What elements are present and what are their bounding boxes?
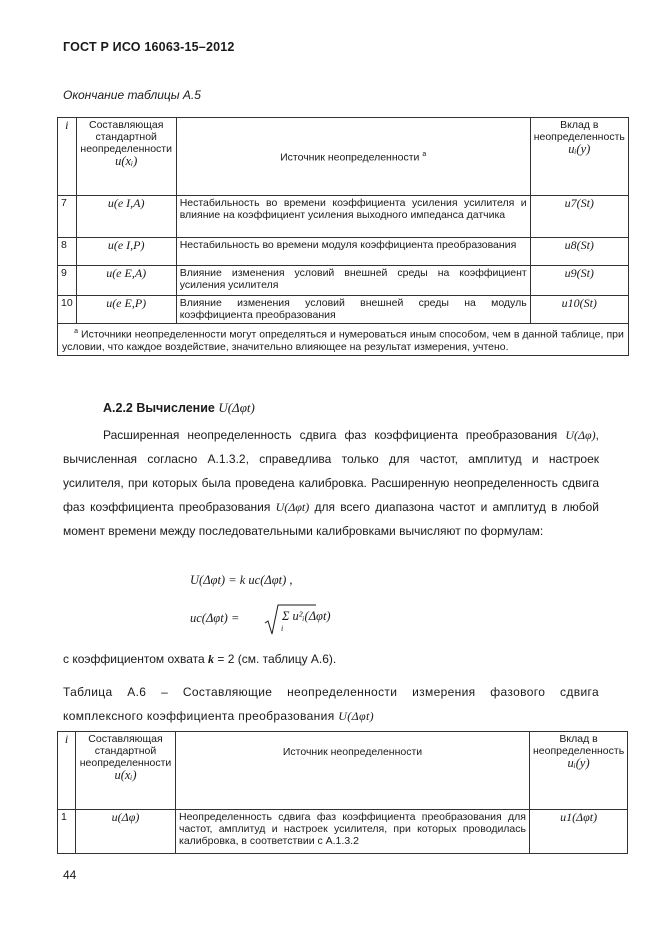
- table-header-row: [58, 732, 628, 810]
- col-component-header: Составляющая стандартной неопределенности u(xᵢ): [76, 732, 176, 810]
- row-index: 7: [58, 196, 77, 238]
- row-index: 1: [58, 810, 76, 854]
- page-number: 44: [63, 868, 77, 882]
- section-title-symbol: U(Δφt): [218, 400, 255, 415]
- row-component: u(e I,A): [76, 196, 176, 238]
- table-footnote-row: [58, 324, 629, 356]
- col-contribution-header: Вклад в неопределенность uᵢ(y): [530, 118, 628, 196]
- table-continuation-caption: Окончание таблицы А.5: [63, 88, 201, 102]
- table-row: [58, 238, 629, 266]
- col-i-header: i: [58, 732, 76, 810]
- inline-symbol: U(Δφt): [275, 500, 310, 514]
- table-a6: [57, 731, 628, 854]
- table-footnote: $^a$ Источники неопределенности могут определяться и нумероваться иным способом, чем в данной таблице, при условии, что каждое воздействие, значительно влияющее на результат измерения, учтено.: [58, 324, 629, 356]
- caption-symbol: U(Δφt): [338, 709, 375, 723]
- row-contribution: u7(St): [530, 196, 628, 238]
- col-component-header: Составляющая стандартной неопределенности u(xᵢ): [76, 118, 176, 196]
- body-paragraph: Расширенная неопределенность сдвига фаз коэффициента преобразования U(Δφ), вычисленная согласно А.1.3.2, справедлива только для частот, амплитуд и настроек усилителя, при которых была проведена калибровка. Расширенную неопределенность сдвига фаз коэффициента преобразования U(Δφt) для всего диапазона частот и амплитуд в любой момент времени между последовательными калибровками вычисляют по формулам:: [63, 428, 600, 538]
- table-row: [58, 296, 629, 324]
- row-component: u(e E,A): [76, 266, 176, 296]
- row-index: 10: [58, 296, 77, 324]
- row-contribution: u1(Δφt): [530, 810, 628, 854]
- row-contribution: u8(St): [530, 238, 628, 266]
- row-contribution: u9(St): [530, 266, 628, 296]
- row-source: Влияние изменения условий внешней среды на коэффициент усиления усилителя: [176, 266, 530, 296]
- row-component: u(e E,P): [76, 296, 176, 324]
- table-a6-caption: Таблица А.6 – Составляющие неопределенности измерения фазового сдвига комплексного коэффициента преобразования U(Δφt): [63, 685, 599, 723]
- row-source: Нестабильность во времени модуля коэффициента преобразования: [176, 238, 530, 266]
- standard-header: ГОСТ Р ИСО 16063-15–2012: [63, 40, 235, 54]
- coverage-factor-line: с коэффициентом охвата k = 2 (см. таблицу А.6).: [63, 652, 337, 666]
- table-row: [58, 196, 629, 238]
- table-row: [58, 266, 629, 296]
- col-i-header: i: [58, 118, 77, 196]
- table-header-row: [58, 118, 629, 196]
- row-source: Влияние изменения условий внешней среды на модуль коэффициента преобразования: [176, 296, 530, 324]
- coverage-k-symbol: k: [208, 652, 215, 666]
- table-row: [58, 810, 628, 854]
- col-source-header: Источник неопределенности $^a$: [176, 118, 530, 196]
- col-source-header: Источник неопределенности: [176, 732, 530, 810]
- formula-expanded-uncertainty: U(Δφt) = k uc(Δφt) ,: [190, 573, 293, 587]
- col-contribution-header: Вклад в неопределенность uᵢ(y): [530, 732, 628, 810]
- table-a5: [57, 117, 629, 356]
- inline-symbol: U(Δφ): [565, 428, 596, 442]
- row-source: Неопределенность сдвига фаз коэффициента преобразования для частот, амплитуд и настроек усилителя, при которых проводилась калибровка, в соответствии с А.1.3.2: [176, 810, 530, 854]
- row-source: Нестабильность во времени коэффициента усиления усилителя и влияние на коэффициент усиления выходного импеданса датчика: [176, 196, 530, 238]
- section-title: А.2.2 Вычисление U(Δφt): [103, 400, 255, 415]
- row-contribution: u10(St): [530, 296, 628, 324]
- row-index: 8: [58, 238, 77, 266]
- row-component: u(e I,P): [76, 238, 176, 266]
- row-component: u(Δφ): [76, 810, 176, 854]
- row-index: 9: [58, 266, 77, 296]
